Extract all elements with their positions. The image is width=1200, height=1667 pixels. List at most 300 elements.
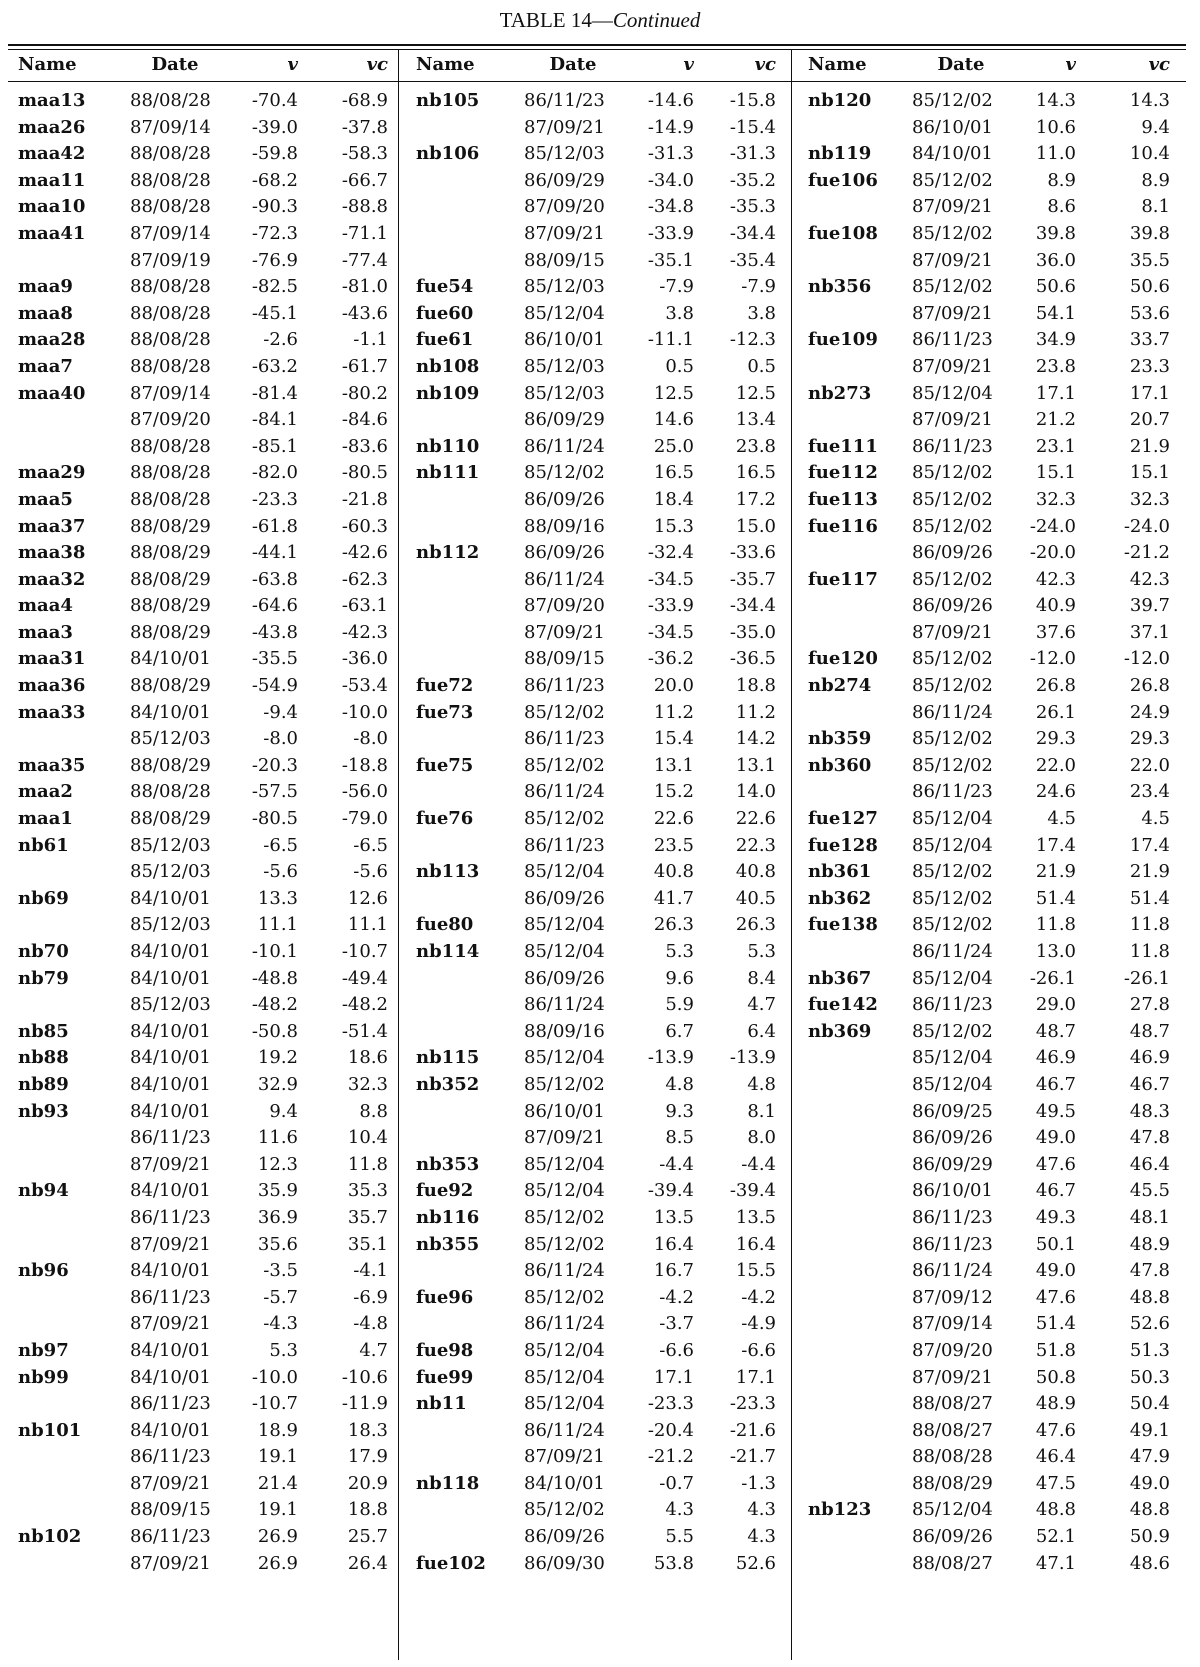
cell-name: nb362	[808, 887, 872, 909]
cell-date: 87/09/21	[524, 1446, 605, 1468]
cell-vc: 32.3	[1129, 488, 1170, 510]
cell-v: 12.5	[653, 382, 694, 404]
cell-v: 11.6	[257, 1127, 298, 1149]
cell-v: -35.5	[251, 648, 298, 670]
header-v-2: v	[683, 54, 694, 75]
cell-v: 13.1	[653, 754, 694, 776]
cell-name: nb115	[416, 1047, 480, 1069]
cell-vc: 8.0	[747, 1127, 776, 1149]
cell-date: 84/10/01	[130, 1047, 211, 1069]
cell-vc: -36.5	[729, 648, 776, 670]
cell-v: -8.0	[263, 728, 298, 750]
cell-name: nb88	[18, 1047, 69, 1069]
cell-vc: -18.8	[341, 754, 388, 776]
cell-date: 88/08/29	[130, 675, 211, 697]
cell-v: 18.9	[257, 1419, 298, 1441]
cell-date: 86/11/23	[130, 1526, 211, 1548]
cell-date: 87/09/14	[912, 1313, 993, 1335]
cell-vc: -4.1	[353, 1260, 388, 1282]
cell-date: 85/12/04	[912, 382, 993, 404]
cell-v: -33.9	[647, 595, 694, 617]
cell-name: maa37	[18, 515, 86, 537]
cell-date: 85/12/04	[524, 1366, 605, 1388]
cell-date: 85/12/02	[912, 90, 993, 111]
table-caption	[0, 8, 1200, 36]
cell-v: 11.0	[1035, 143, 1076, 165]
cell-vc: -49.4	[341, 967, 388, 989]
cell-v: 13.3	[257, 887, 298, 909]
cell-date: 85/12/04	[912, 1499, 993, 1521]
cell-vc: -24.0	[1123, 515, 1170, 537]
cell-v: 34.9	[1035, 329, 1076, 351]
cell-vc: -12.3	[729, 329, 776, 351]
cell-vc: 29.3	[1129, 728, 1170, 750]
cell-date: 86/10/01	[912, 1180, 993, 1202]
cell-date: 86/11/23	[912, 435, 993, 457]
cell-name: fue111	[808, 435, 878, 457]
cell-v: 26.1	[1035, 701, 1076, 723]
cell-date: 84/10/01	[130, 1366, 211, 1388]
cell-name: fue61	[416, 329, 474, 351]
cell-date: 86/09/29	[524, 169, 605, 191]
cell-v: 14.6	[653, 409, 694, 431]
cell-vc: 45.5	[1129, 1180, 1170, 1202]
cell-v: -63.8	[251, 568, 298, 590]
cell-vc: 48.6	[1129, 1552, 1170, 1574]
cell-name: maa3	[18, 621, 73, 643]
cell-date: 87/09/21	[130, 1313, 211, 1335]
cell-v: -36.2	[647, 648, 694, 670]
cell-vc: 10.4	[1129, 143, 1170, 165]
cell-v: 46.9	[1035, 1047, 1076, 1069]
cell-vc: -6.5	[353, 834, 388, 856]
cell-v: 49.0	[1035, 1127, 1076, 1149]
cell-date: 86/11/23	[130, 1127, 211, 1149]
cell-date: 85/12/04	[524, 941, 605, 962]
cell-v: 15.2	[653, 781, 694, 803]
cell-date: 86/11/23	[524, 90, 605, 111]
cell-name: nb94	[18, 1180, 69, 1202]
cell-name: fue128	[808, 834, 878, 856]
cell-date: 85/12/03	[524, 143, 605, 165]
cell-date: 88/08/28	[130, 196, 211, 218]
cell-date: 86/09/29	[524, 409, 605, 431]
cell-vc: 17.2	[735, 488, 776, 510]
cell-vc: -43.6	[341, 302, 388, 324]
cell-name: fue108	[808, 222, 878, 244]
cell-vc: 48.1	[1129, 1206, 1170, 1228]
cell-date: 87/09/20	[912, 1339, 993, 1361]
cell-vc: -83.6	[341, 435, 388, 457]
cell-name: nb93	[18, 1100, 69, 1122]
cell-v: 3.8	[665, 302, 694, 324]
cell-date: 85/12/02	[524, 754, 605, 776]
cell-vc: 47.8	[1129, 1260, 1170, 1282]
cell-v: 10.6	[1035, 116, 1076, 138]
cell-name: fue116	[808, 515, 878, 537]
header-v-3: v	[1065, 54, 1076, 75]
cell-vc: -15.8	[729, 90, 776, 111]
cell-date: 86/11/23	[130, 1393, 211, 1415]
cell-date: 85/12/03	[130, 994, 211, 1016]
cell-v: 8.9	[1047, 169, 1076, 191]
cell-v: -70.4	[251, 90, 298, 111]
cell-name: nb274	[808, 675, 872, 697]
cell-name: fue113	[808, 488, 878, 510]
cell-date: 87/09/12	[912, 1286, 993, 1308]
cell-v: 47.6	[1035, 1419, 1076, 1441]
cell-v: -82.0	[251, 462, 298, 484]
cell-vc: -21.2	[1123, 542, 1170, 564]
cell-date: 88/08/28	[130, 276, 211, 298]
cell-vc: -77.4	[341, 249, 388, 271]
cell-v: 4.3	[665, 1499, 694, 1521]
cell-date: 87/09/20	[524, 196, 605, 218]
cell-vc: -80.5	[341, 462, 388, 484]
cell-v: -23.3	[647, 1393, 694, 1415]
cell-vc: -88.8	[341, 196, 388, 218]
cell-date: 85/12/02	[524, 1206, 605, 1228]
cell-v: -63.2	[251, 355, 298, 377]
cell-v: -5.6	[263, 861, 298, 883]
cell-date: 86/11/23	[912, 781, 993, 803]
cell-name: nb120	[808, 90, 872, 111]
cell-vc: 50.9	[1129, 1526, 1170, 1548]
cell-vc: -36.0	[341, 648, 388, 670]
cell-name: fue120	[808, 648, 878, 670]
cell-date: 86/09/26	[524, 1526, 605, 1548]
cell-date: 86/11/24	[524, 435, 605, 457]
cell-v: -13.9	[647, 1047, 694, 1069]
cell-name: nb70	[18, 941, 69, 962]
cell-v: 23.5	[653, 834, 694, 856]
header-date-3: Date	[937, 54, 985, 75]
cell-vc: -80.2	[341, 382, 388, 404]
cell-date: 85/12/02	[524, 462, 605, 484]
cell-date: 87/09/20	[130, 409, 211, 431]
cell-date: 88/08/28	[130, 143, 211, 165]
cell-vc: -12.0	[1123, 648, 1170, 670]
cell-date: 86/11/23	[524, 728, 605, 750]
cell-date: 85/12/04	[524, 861, 605, 883]
cell-vc: -4.9	[741, 1313, 776, 1335]
cell-v: 41.7	[653, 887, 694, 909]
cell-v: 15.4	[653, 728, 694, 750]
cell-date: 86/11/23	[912, 1206, 993, 1228]
cell-vc: -1.3	[741, 1472, 776, 1494]
cell-v: 29.3	[1035, 728, 1076, 750]
cell-date: 85/12/04	[912, 808, 993, 830]
cell-v: 5.3	[665, 941, 694, 962]
cell-vc: 17.1	[735, 1366, 776, 1388]
cell-name: nb89	[18, 1073, 69, 1095]
cell-vc: 18.6	[347, 1047, 388, 1069]
cell-v: 8.6	[1047, 196, 1076, 218]
cell-vc: 14.0	[735, 781, 776, 803]
cell-date: 87/09/21	[524, 621, 605, 643]
cell-vc: 17.1	[1129, 382, 1170, 404]
cell-name: maa41	[18, 222, 86, 244]
cell-name: fue92	[416, 1180, 474, 1202]
cell-vc: 8.8	[359, 1100, 388, 1122]
cell-v: 37.6	[1035, 621, 1076, 643]
cell-v: -34.5	[647, 568, 694, 590]
cell-name: nb123	[808, 1499, 872, 1521]
cell-vc: 47.9	[1129, 1446, 1170, 1468]
cell-date: 86/11/23	[130, 1206, 211, 1228]
cell-name: fue72	[416, 675, 474, 697]
cell-v: -9.4	[263, 701, 298, 723]
cell-vc: -26.1	[1123, 967, 1170, 989]
cell-date: 87/09/14	[130, 382, 211, 404]
cell-date: 88/09/16	[524, 515, 605, 537]
cell-v: -3.5	[263, 1260, 298, 1282]
cell-v: 17.1	[1035, 382, 1076, 404]
cell-vc: 49.0	[1129, 1472, 1170, 1494]
cell-vc: -10.0	[341, 701, 388, 723]
cell-v: 36.9	[257, 1206, 298, 1228]
cell-vc: -39.4	[729, 1180, 776, 1202]
cell-name: fue117	[808, 568, 878, 590]
cell-date: 86/11/23	[912, 329, 993, 351]
cell-name: nb108	[416, 355, 480, 377]
cell-date: 88/08/28	[130, 781, 211, 803]
cell-name: fue80	[416, 914, 474, 936]
cell-vc: -11.9	[341, 1393, 388, 1415]
cell-vc: -10.6	[341, 1366, 388, 1388]
cell-vc: 12.5	[735, 382, 776, 404]
cell-name: fue109	[808, 329, 878, 351]
cell-date: 84/10/01	[524, 1472, 605, 1494]
cell-date: 88/08/28	[130, 488, 211, 510]
cell-v: 35.9	[257, 1180, 298, 1202]
cell-name: maa31	[18, 648, 86, 670]
cell-v: 11.8	[1035, 914, 1076, 936]
cell-v: 48.9	[1035, 1393, 1076, 1415]
cell-v: 15.1	[1035, 462, 1076, 484]
cell-v: -33.9	[647, 222, 694, 244]
cell-vc: 35.7	[347, 1206, 388, 1228]
cell-date: 88/08/29	[130, 515, 211, 537]
cell-vc: 32.3	[347, 1073, 388, 1095]
cell-vc: -5.6	[353, 861, 388, 883]
cell-name: nb113	[416, 861, 480, 883]
cell-vc: -8.0	[353, 728, 388, 750]
cell-v: 47.1	[1035, 1552, 1076, 1574]
cell-v: 23.1	[1035, 435, 1076, 457]
cell-vc: 13.1	[735, 754, 776, 776]
cell-name: maa2	[18, 781, 73, 803]
cell-name: nb102	[18, 1526, 82, 1548]
cell-v: 15.3	[653, 515, 694, 537]
cell-vc: -6.9	[353, 1286, 388, 1308]
cell-v: 26.3	[653, 914, 694, 936]
cell-date: 88/08/29	[130, 568, 211, 590]
cell-v: -43.8	[251, 621, 298, 643]
cell-vc: 39.8	[1129, 222, 1170, 244]
column-group-separator-1	[398, 50, 399, 1660]
cell-date: 86/09/26	[524, 967, 605, 989]
cell-date: 86/11/24	[912, 1260, 993, 1282]
header-date-1: Date	[151, 54, 199, 75]
cell-date: 85/12/02	[912, 222, 993, 244]
cell-vc: 35.1	[347, 1233, 388, 1255]
cell-date: 87/09/14	[130, 222, 211, 244]
cell-v: 46.4	[1035, 1446, 1076, 1468]
cell-name: maa13	[18, 90, 86, 111]
cell-date: 88/08/29	[130, 595, 211, 617]
cell-v: -48.8	[251, 967, 298, 989]
cell-v: 49.3	[1035, 1206, 1076, 1228]
cell-date: 85/12/02	[912, 276, 993, 298]
cell-date: 86/09/30	[524, 1552, 605, 1574]
cell-vc: 17.4	[1129, 834, 1170, 856]
cell-date: 88/08/28	[912, 1446, 993, 1468]
cell-date: 84/10/01	[130, 701, 211, 723]
cell-vc: -51.4	[341, 1020, 388, 1042]
cell-name: maa10	[18, 196, 86, 218]
cell-date: 86/09/26	[912, 595, 993, 617]
cell-date: 87/09/21	[524, 116, 605, 138]
cell-name: nb11	[416, 1393, 467, 1415]
cell-vc: 21.9	[1129, 861, 1170, 883]
cell-date: 86/11/24	[912, 941, 993, 962]
cell-date: 84/10/01	[130, 1260, 211, 1282]
cell-name: nb116	[416, 1206, 480, 1228]
cell-date: 87/09/21	[912, 196, 993, 218]
cell-vc: 13.5	[735, 1206, 776, 1228]
cell-vc: 14.3	[1129, 90, 1170, 111]
cell-v: -50.8	[251, 1020, 298, 1042]
cell-v: -34.5	[647, 621, 694, 643]
header-v-1: v	[287, 54, 298, 75]
cell-date: 88/08/29	[912, 1472, 993, 1494]
cell-v: 42.3	[1035, 568, 1076, 590]
cell-v: -31.3	[647, 143, 694, 165]
cell-date: 87/09/20	[524, 595, 605, 617]
cell-v: 19.2	[257, 1047, 298, 1069]
cell-v: 52.1	[1035, 1526, 1076, 1548]
cell-name: maa26	[18, 116, 86, 138]
cell-vc: 46.7	[1129, 1073, 1170, 1095]
cell-vc: 8.1	[747, 1100, 776, 1122]
cell-v: 53.8	[653, 1552, 694, 1574]
cell-vc: -81.0	[341, 276, 388, 298]
cell-date: 86/11/23	[524, 834, 605, 856]
cell-date: 87/09/21	[130, 1472, 211, 1494]
cell-date: 87/09/19	[130, 249, 211, 271]
cell-vc: 15.0	[735, 515, 776, 537]
cell-vc: 24.9	[1129, 701, 1170, 723]
cell-v: -21.2	[647, 1446, 694, 1468]
cell-name: fue75	[416, 754, 474, 776]
cell-vc: 48.3	[1129, 1100, 1170, 1122]
cell-vc: -37.8	[341, 116, 388, 138]
cell-vc: 20.7	[1129, 409, 1170, 431]
header-name-3: Name	[808, 54, 867, 75]
cell-date: 85/12/02	[912, 488, 993, 510]
cell-vc: -61.7	[341, 355, 388, 377]
cell-v: -90.3	[251, 196, 298, 218]
header-vc-2: vc	[754, 54, 776, 75]
cell-date: 86/11/24	[524, 568, 605, 590]
cell-v: 9.6	[665, 967, 694, 989]
cell-vc: 26.8	[1129, 675, 1170, 697]
cell-vc: -35.4	[729, 249, 776, 271]
cell-vc: 4.3	[747, 1526, 776, 1548]
cell-vc: -6.6	[741, 1339, 776, 1361]
cell-date: 87/09/21	[912, 249, 993, 271]
caption-dash: —	[591, 8, 613, 32]
cell-vc: 23.4	[1129, 781, 1170, 803]
cell-vc: 17.9	[347, 1446, 388, 1468]
cell-date: 85/12/02	[912, 169, 993, 191]
cell-vc: 4.7	[359, 1339, 388, 1361]
cell-vc: 11.8	[1129, 914, 1170, 936]
cell-v: 51.4	[1035, 1313, 1076, 1335]
cell-name: nb110	[416, 435, 480, 457]
cell-v: 16.5	[653, 462, 694, 484]
cell-date: 86/11/24	[524, 781, 605, 803]
cell-vc: 22.6	[735, 808, 776, 830]
cell-name: fue73	[416, 701, 474, 723]
cell-v: 50.6	[1035, 276, 1076, 298]
cell-vc: 8.4	[747, 967, 776, 989]
cell-date: 88/08/28	[130, 355, 211, 377]
cell-vc: 27.8	[1129, 994, 1170, 1016]
cell-v: -61.8	[251, 515, 298, 537]
cell-v: 9.4	[269, 1100, 298, 1122]
cell-date: 86/10/01	[524, 329, 605, 351]
cell-v: 40.9	[1035, 595, 1076, 617]
cell-vc: 48.8	[1129, 1286, 1170, 1308]
cell-v: -32.4	[647, 542, 694, 564]
cell-v: 46.7	[1035, 1073, 1076, 1095]
cell-v: 32.3	[1035, 488, 1076, 510]
cell-date: 85/12/03	[130, 834, 211, 856]
cell-v: 21.4	[257, 1472, 298, 1494]
cell-date: 84/10/01	[130, 1020, 211, 1042]
cell-date: 85/12/02	[912, 515, 993, 537]
cell-v: 40.8	[653, 861, 694, 883]
cell-date: 85/12/02	[524, 808, 605, 830]
cell-v: 16.7	[653, 1260, 694, 1282]
cell-date: 84/10/01	[912, 143, 993, 165]
cell-vc: 51.4	[1129, 887, 1170, 909]
cell-vc: 40.5	[735, 887, 776, 909]
cell-date: 87/09/14	[130, 116, 211, 138]
cell-date: 85/12/04	[524, 1047, 605, 1069]
cell-vc: 23.8	[735, 435, 776, 457]
cell-date: 85/12/02	[524, 1286, 605, 1308]
cell-vc: 35.5	[1129, 249, 1170, 271]
cell-vc: -35.3	[729, 196, 776, 218]
cell-vc: 52.6	[735, 1552, 776, 1574]
cell-v: -4.2	[659, 1286, 694, 1308]
cell-v: -26.1	[1029, 967, 1076, 989]
cell-date: 88/08/29	[130, 754, 211, 776]
cell-name: fue99	[416, 1366, 474, 1388]
cell-vc: -33.6	[729, 542, 776, 564]
cell-date: 88/08/27	[912, 1393, 993, 1415]
cell-date: 87/09/21	[912, 621, 993, 643]
cell-name: nb112	[416, 542, 480, 564]
cell-date: 84/10/01	[130, 648, 211, 670]
cell-vc: -31.3	[729, 143, 776, 165]
cell-v: 47.6	[1035, 1286, 1076, 1308]
table-top-rule	[8, 44, 1186, 46]
cell-v: -11.1	[647, 329, 694, 351]
